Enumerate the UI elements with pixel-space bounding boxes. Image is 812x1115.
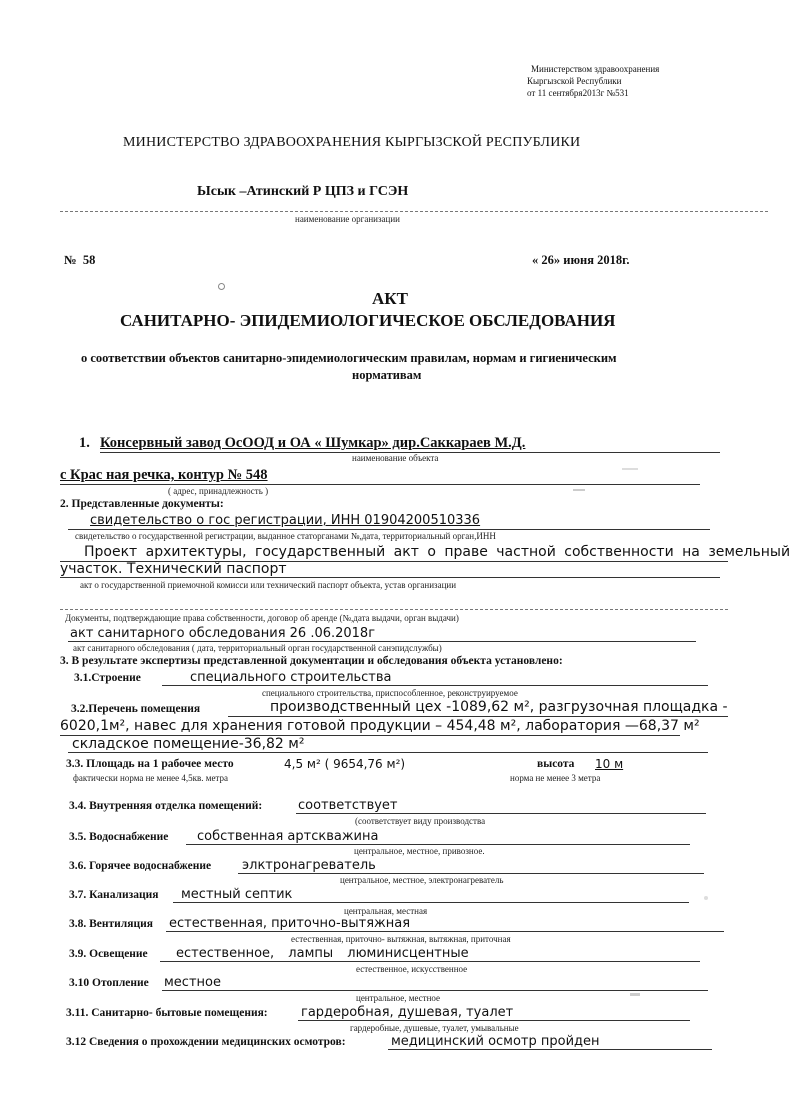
water-line [186,844,690,845]
building-label: 3.1.Строение [74,672,141,684]
finish-caption: (соответствует виду производства [355,816,486,826]
hot-water-label: 3.6. Горячее водоснабжение [69,860,212,872]
approval-line-2: Кыргызской Республики [527,76,622,86]
act-date: « 26» июня 2018г. [532,253,630,267]
premises-line-2: 6020,1м², навес для хранения готовой продукции – 454,48 м², лаборатория —68,37 м² [60,718,700,734]
area-value: 4,5 м² ( 9654,76 м²) [284,757,406,771]
premises-line-1-rule [228,716,728,717]
finish-label: 3.4. Внутренняя отделка помещений: [69,800,263,812]
area-caption: фактически норма не менее 4,5кв. метра [73,773,228,783]
height-caption: норма не менее 3 метра [510,773,601,783]
scan-speck [622,468,638,470]
light-value: естественное, лампы люминисцентные [176,946,469,961]
hot-water-line [238,873,704,874]
sanitary-rooms-label: 3.11. Санитарно- бытовые помещения: [66,1007,268,1019]
height-value: 10 м [595,757,624,771]
heating-caption: центральное, местное [356,993,441,1003]
approval-line-1: Министерством здравоохранения [531,64,660,74]
finish-line [296,813,706,814]
scan-speck [218,283,225,290]
sanitary-rooms-value: гардеробная, душевая, туалет [301,1005,514,1020]
project-line-1: Проект архитектуры, государственный акт о праве частной собственности на земельный [84,544,791,560]
hot-water-value: элктронагреватель [242,858,376,873]
water-label: 3.5. Водоснабжение [69,831,169,843]
medical-label: 3.12 Сведения о прохождении медицинских осмотров: [66,1036,346,1048]
project-line-2: участок. Технический паспорт [60,561,287,577]
subtitle-line-2: нормативам [352,368,422,382]
act-subtitle: САНИТАРНО- ЭПИДЕМИОЛОГИЧЕСКОЕ ОБСЛЕДОВАНИЯ [120,311,616,330]
light-label: 3.9. Освещение [69,948,148,960]
premises-line-1: производственный цех -1089,62 м², разгрузочная площадка - [270,699,728,715]
finish-value: соответствует [298,798,398,813]
organization-line [60,211,768,212]
organization-name: Ысык –Атинский Р ЦПЗ и ГСЭН [197,184,409,199]
registration-line [68,529,710,530]
vent-value: естественная, приточно-вытяжная [169,916,411,931]
sewer-value: местный септик [181,887,293,902]
sanitary-act-caption: акт санитарного обследования ( дата, территориальный орган государственной санэпидслужбы) [73,643,442,653]
act-number-label: № [64,253,77,267]
medical-line [388,1049,712,1050]
object-address: с Крас ная речка, контур № 548 [60,467,268,483]
sanitary-act-value: акт санитарного обследования 26 .06.2018г [70,626,376,641]
scan-speck [630,993,640,996]
sewer-line [173,902,689,903]
organization-caption: наименование организации [295,214,400,224]
object-name: Консервный завод ОсООД и ОА « Шумкар» дир.Саккараев М.Д. [100,435,526,451]
scan-speck [573,489,585,491]
hot-water-caption: центральное, местное, электронагреватель [340,875,504,885]
object-address-line [60,484,700,485]
light-line [160,961,700,962]
premises-line-3-rule [68,752,708,753]
object-name-caption: наименование объекта [352,453,439,463]
object-number: 1. [79,435,90,451]
sanitary-act-line [68,641,696,642]
subtitle-line-1: о соответствии объектов санитарно-эпидемиологическим правилам, нормам и гигиеническим [81,351,617,365]
premises-line-3: складское помещение-36,82 м² [72,736,305,752]
heating-label: 3.10 Отопление [69,977,149,989]
sewer-label: 3.7. Канализация [69,889,159,901]
heating-line [162,990,708,991]
ministry-header: МИНИСТЕРСТВО ЗДРАВООХРАНЕНИЯ КЫРГЫЗСКОЙ РЕСПУБЛИКИ [123,135,581,150]
area-label: 3.3. Площадь на 1 рабочее место [66,758,234,770]
act-title: АКТ [372,289,408,308]
vent-label: 3.8. Вентиляция [69,918,153,930]
project-caption: акт о государственной приемочной комисси или технический паспорт объекта, устав организации [80,580,457,590]
ownership-line [60,609,728,610]
premises-label: 3.2.Перечень помещения [71,703,201,715]
act-number [64,253,95,268]
building-value: специального строительства [190,670,392,685]
registration-value: свидетельство о гос регистрации, ИНН 01904200510336 [90,513,481,528]
medical-value: медицинский осмотр пройден [391,1034,600,1049]
vent-caption: естественная, приточно- вытяжная, вытяжная, приточная [291,934,511,944]
light-caption: естественное, искусственное [356,964,468,974]
scan-speck [704,896,708,900]
height-label: высота [537,758,575,770]
sewer-caption: центральная, местная [344,906,428,916]
ownership-caption: Документы, подтверждающие права собственности, договор об аренде (№,дата выдачи, орган выдачи) [65,613,459,623]
findings-heading: 3. В результате экспертизы представленной документации и обследования объекта установлено: [60,655,563,667]
documents-heading: 2. Представленные документы: [60,498,224,510]
object-address-caption: ( адрес, принадлежность ) [168,486,269,496]
building-caption: специального строительства, приспособленное, реконструируемое [262,688,518,698]
heating-value: местное [164,975,221,990]
water-value: собственная артскважина [197,829,379,844]
vent-line [166,931,724,932]
registration-caption: свидетельство о государственной регистрации, выданное статорганами №,дата, территориальный орган,ИНН [75,531,496,541]
approval-line-3: от 11 сентября2013г №531 [527,88,629,98]
sanitary-rooms-caption: гардеробные, душевые, туалет, умывальные [350,1023,519,1033]
sanitary-rooms-line [298,1020,690,1021]
act-number-value: 58 [82,253,96,267]
building-line [162,685,708,686]
water-caption: центральное, местное, привозное. [354,846,485,856]
project-line-2-rule [60,577,720,578]
